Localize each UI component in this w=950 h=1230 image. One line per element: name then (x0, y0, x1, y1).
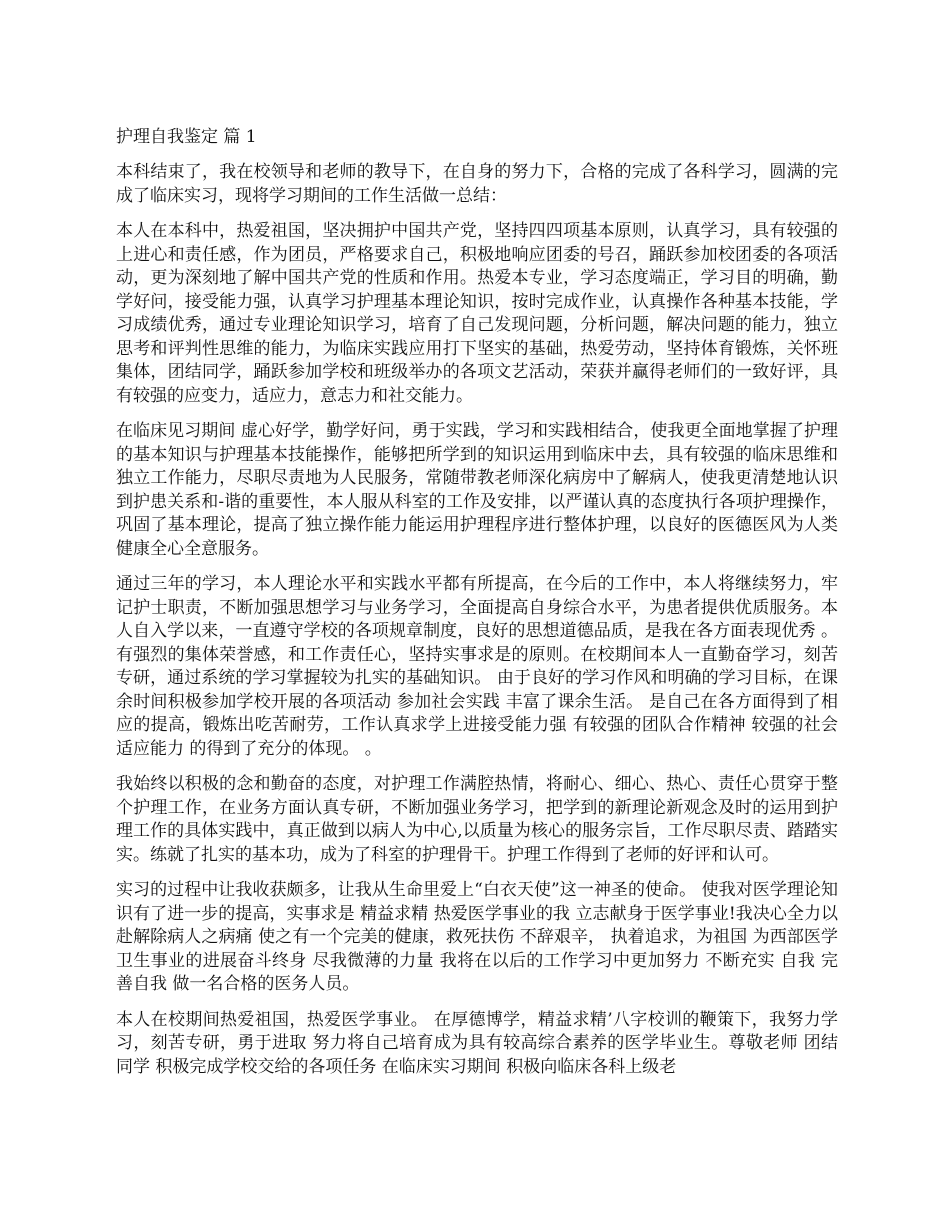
document-title: 护理自我鉴定 篇 1 (116, 127, 257, 147)
document-page (116, 125, 838, 1091)
paragraph-1: 本科结束了，我在校领导和老师的教导下，在自身的努力下，合格的完成了各科学习，圆满的完成了临床实习，现将学习期间的工作生活做一总结： (116, 162, 838, 206)
paragraph-3: 在临床见习期间 虚心好学，勤学好问，勇于实践，学习和实践相结合，使我更全面地掌握了护理的基本知识与护理基本技能操作，能够把所学到的知识运用到临床中去，具有较强的临床思维和独立工作能力，尽职尽责地为人民服务，常随带教老师深化病房中了解病人，使我更清楚地认识到护患关系和-谐的重要性，本人服从科室的工作及安排，以严谨认真的态度执行各项护理操作，巩固了基本理论，提高了独立操作能力能运用护理程序进行整体护理，以良好的医德医风为人类健康全心全意服务。 (116, 421, 838, 559)
paragraph-2: 本人在本科中，热爱祖国，坚决拥护中国共产党，坚持四四项基本原则，认真学习，具有较强的上进心和责任感，作为团员，严格要求自己，积极地响应团委的号召，踊跃参加校团委的各项活动，更为深刻地了解中国共产党的性质和作用。热爱本专业，学习态度端正，学习目的明确，勤学好问，接受能力强，认真学习护理基本理论知识，按时完成作业，认真操作各种基本技能，学习成绩优秀，通过专业理论知识学习，培育了自己发现问题，分析问题，解决问题的能力，独立思考和评判性思维的能力，为临床实践应用打下坚实的基础，热爱劳动，坚持体育锻炼，关怀班集体，团结同学，踊跃参加学校和班级举办的各项文艺活动，荣获并赢得老师们的一致好评，具有较强的应变力，适应力，意志力和社交能力。 (116, 221, 838, 406)
paragraph-4: 通过三年的学习，本人理论水平和实践水平都有所提高，在今后的工作中，本人将继续努力，牢记护士职责，不断加强思想学习与业务学习，全面提高自身综合水平，为患者提供优质服务。本人自入学以来，一直遵守学校的各项规章制度，良好的思想道德品质，是我在各方面表现优秀 。有强烈的集体荣誉感，和工作责任心，坚持实事求是的原则。在校期间本人一直勤奋学习，刻苦专研，通过系统的学习掌握较为扎实的基础知识。 由于良好的学习作风和明确的学习目标，在课余时间积极参加学校开展的各项活动 参加社会实践 丰富了课余生活。 是自己在各方面得到了相应的提高，锻炼出吃苦耐劳，工作认真求学上进接受能力强 有较强的团队合作精神 较强的社会适应能力 的得到了充分的体现。 。 (116, 574, 838, 759)
paragraph-5: 我始终以积极的念和勤奋的态度，对护理工作满腔热情，将耐心、细心、热心、责任心贯穿于整个护理工作，在业务方面认真专研，不断加强业务学习，把学到的新理论新观念及时的运用到护理工作的具体实践中，真正做到以病人为中心,以质量为核心的服务宗旨，工作尽职尽责、踏踏实实。练就了扎实的基本功，成为了科室的护理骨干。护理工作得到了老师的好评和认可。 (116, 774, 838, 865)
paragraph-7: 本人在校期间热爱祖国，热爱医学事业。 在厚德博学，精益求精’八字校训的鞭策下，我努力学习，刻苦专研，勇于进取 努力将自己培育成为具有较高综合素养的医学毕业生。尊敬老师 团结同学 积极完成学校交给的各项任务 在临床实习期间 积极向临床各科上级老 (116, 1009, 838, 1077)
paragraph-6: 实习的过程中让我收获颇多，让我从生命里爱上“白衣天使”这一神圣的使命。 使我对医学理论知识有了进一步的提高，实事求是 精益求精 热爱医学事业的我 立志献身于医学事业!我决心全力以赴解除病人之病痛 使之有一个完美的健康，救死扶伤 不辞艰辛， 执着追求，为祖国 为西部医学卫生事业的进展奋斗终身 尽我微薄的力量 我将在以后的工作学习中更加努力 不断充实 自我 完善自我 做一名合格的医务人员。 (116, 880, 838, 994)
